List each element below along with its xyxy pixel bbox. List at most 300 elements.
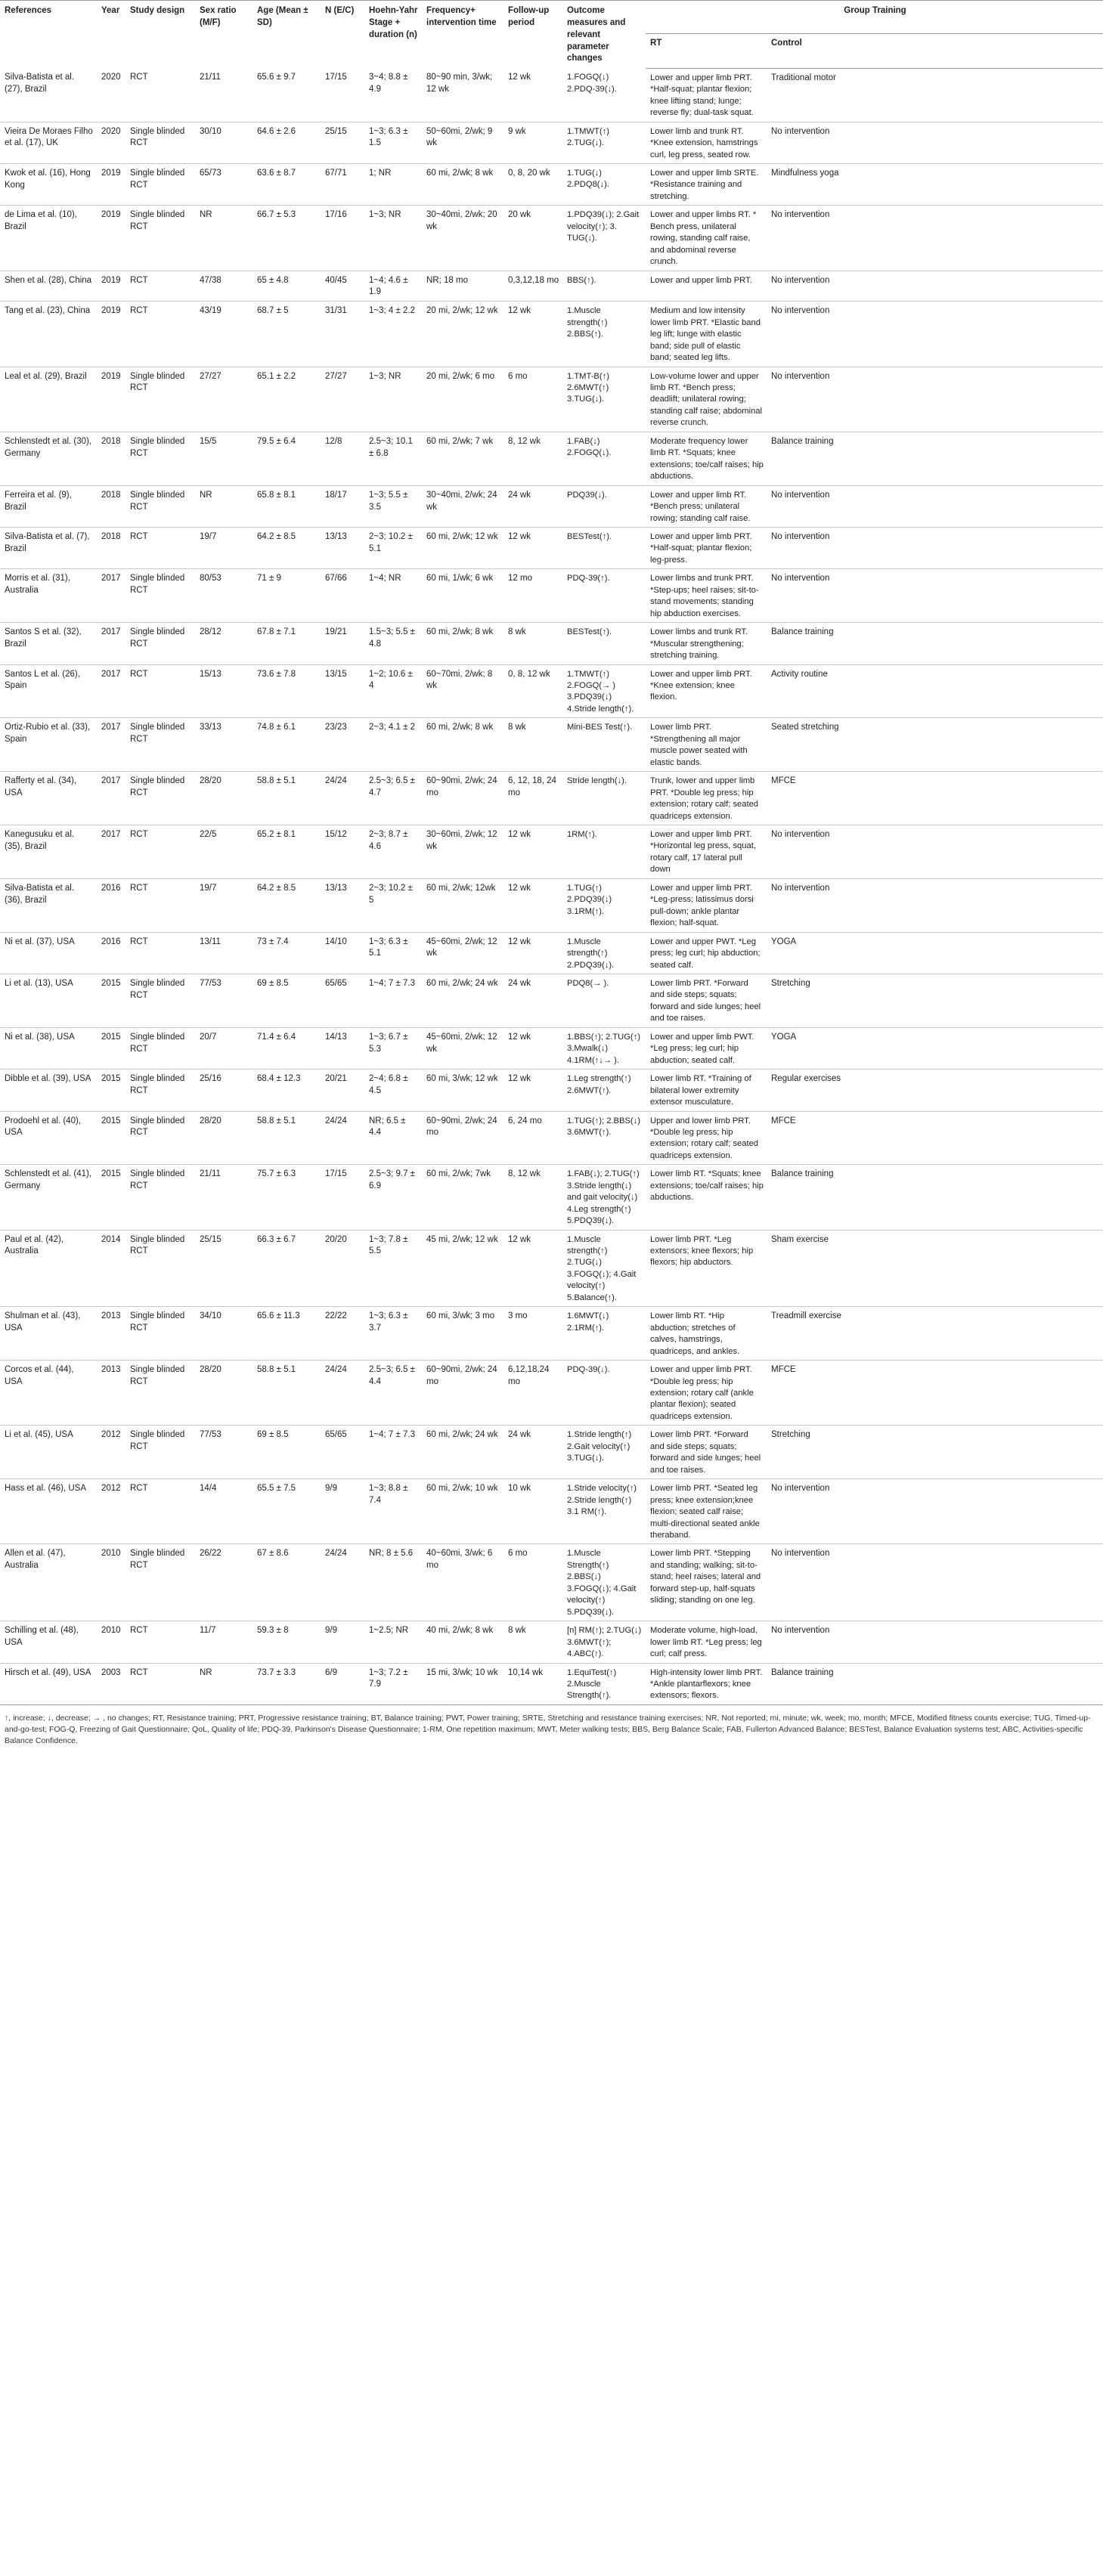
cell-outcome-measures (562, 1544, 646, 1621)
cell-frequency: 20 mi, 2/wk; 12 wk (422, 302, 503, 367)
cell-hoehn-yahr: 1~2.5; NR (364, 1621, 422, 1663)
cell-frequency: 60~90mi, 2/wk; 24 mo (422, 772, 503, 825)
cell-control: No intervention (767, 367, 1103, 432)
cell-age: 65.5 ± 7.5 (253, 1479, 321, 1544)
cell-study-design: RCT (125, 68, 195, 122)
cell-hoehn-yahr: 2~3; 10.2 ± 5.1 (364, 528, 422, 569)
cell-year: 2019 (97, 302, 125, 367)
cell-n: 17/16 (321, 206, 364, 271)
cell-sex-ratio: 77/53 (195, 1426, 253, 1479)
cell-sex-ratio: 25/16 (195, 1070, 253, 1111)
cell-frequency: 60 mi, 2/wk; 8 wk (422, 718, 503, 772)
cell-age: 65.1 ± 2.2 (253, 367, 321, 432)
table-row (0, 772, 1103, 825)
cell-sex-ratio: 21/11 (195, 1165, 253, 1230)
cell-reference: Shulman et al. (43), USA (0, 1307, 97, 1361)
cell-outcome-measures (562, 569, 646, 623)
cell-reference: Li et al. (13), USA (0, 974, 97, 1027)
outcome-line: BBS(↑). (567, 275, 596, 285)
cell-n: 6/9 (321, 1663, 364, 1704)
cell-control: MFCE (767, 772, 1103, 825)
cell-follow-up: 6 mo (503, 1544, 562, 1621)
outcome-line: 2.FOGQ(→ ) (567, 681, 616, 690)
cell-n: 25/15 (321, 122, 364, 163)
cell-frequency: 50~60mi, 2/wk; 9 wk (422, 122, 503, 163)
outcome-line: 1.Muscle strength(↑) (567, 1234, 608, 1256)
outcome-line: 3.6MWT(↑); 4.ABC(↑). (567, 1637, 612, 1659)
cell-study-design: RCT (125, 932, 195, 974)
cell-hoehn-yahr: 2~3; 10.2 ± 5 (364, 878, 422, 932)
cell-age: 71 ± 9 (253, 569, 321, 623)
cell-follow-up: 0, 8, 20 wk (503, 163, 562, 205)
cell-rt: Lower and upper limb PRT. *Half-squat; plantar flexion; knee lifting stand; lunge; reverse fly; dual-task squat. (646, 68, 767, 122)
cell-follow-up: 10,14 wk (503, 1663, 562, 1704)
cell-study-design: RCT (125, 664, 195, 718)
table-row (0, 122, 1103, 163)
cell-frequency: 60 mi, 1/wk; 6 wk (422, 569, 503, 623)
cell-reference: de Lima et al. (10), Brazil (0, 206, 97, 271)
table-row (0, 68, 1103, 122)
cell-frequency: 45~60mi, 2/wk; 12 wk (422, 932, 503, 974)
cell-age: 73.6 ± 7.8 (253, 664, 321, 718)
cell-rt: Lower and upper limb RT. *Bench press; unilateral rowing; standing calf raise. (646, 485, 767, 527)
cell-age: 64.6 ± 2.6 (253, 122, 321, 163)
outcome-line: 1.FOGQ(↓) (567, 73, 609, 82)
cell-hoehn-yahr: NR; 6.5 ± 4.4 (364, 1111, 422, 1165)
cell-reference: Paul et al. (42), Australia (0, 1230, 97, 1307)
cell-hoehn-yahr: 1~3; 7.8 ± 5.5 (364, 1230, 422, 1307)
cell-sex-ratio: 65/73 (195, 163, 253, 205)
table-row (0, 1663, 1103, 1704)
table-body (0, 68, 1103, 1704)
outcome-line: 5.PDQ39(↓). (567, 1607, 615, 1617)
cell-rt: Lower and upper limb PRT. *Knee extension; knee flexion. (646, 664, 767, 718)
cell-control: Stretching (767, 974, 1103, 1027)
cell-control: Seated stretching (767, 718, 1103, 772)
outcome-line: 1.TMWT(↑) (567, 669, 609, 679)
cell-year: 2012 (97, 1479, 125, 1544)
cell-control: Regular exercises (767, 1070, 1103, 1111)
cell-rt: Lower limb PRT. *Forward and side steps; squats; forward and side lunges; heel and toe raises. (646, 974, 767, 1027)
outcome-line: 1.TUG(↓) (567, 168, 602, 178)
outcome-line: 3.1 RM(↑). (567, 1507, 607, 1517)
cell-hoehn-yahr: 2.5~3; 9.7 ± 6.9 (364, 1165, 422, 1230)
cell-n: 27/27 (321, 367, 364, 432)
cell-outcome-measures (562, 1663, 646, 1704)
header-outcome-measures: Outcome measures and relevant parameter changes (562, 1, 646, 69)
cell-reference: Kanegusuku et al. (35), Brazil (0, 825, 97, 878)
cell-frequency: 40~60mi, 3/wk; 6 mo (422, 1544, 503, 1621)
cell-hoehn-yahr: 1~3; 6.7 ± 5.3 (364, 1027, 422, 1069)
cell-control: Balance training (767, 1663, 1103, 1704)
cell-follow-up: 12 wk (503, 1027, 562, 1069)
cell-reference: Ortiz-Rubio et al. (33), Spain (0, 718, 97, 772)
cell-frequency: NR; 18 mo (422, 271, 503, 302)
cell-frequency: 60 mi, 2/wk; 24 wk (422, 1426, 503, 1479)
cell-follow-up: 9 wk (503, 122, 562, 163)
cell-year: 2019 (97, 367, 125, 432)
outcome-line: 1.Stride length(↑) (567, 1430, 632, 1440)
cell-n: 23/23 (321, 718, 364, 772)
cell-n: 12/8 (321, 432, 364, 485)
outcome-line: Stride length(↓). (567, 776, 627, 786)
header-rt: RT (646, 34, 767, 69)
cell-rt: High-intensity lower limb PRT. *Ankle plantarflexors; knee extensors; flexors. (646, 1663, 767, 1704)
cell-rt: Lower limb PRT. *Leg extensors; knee flexors; hip flexors; hip abductors. (646, 1230, 767, 1307)
outcome-line: 5.PDQ39(↓). (567, 1216, 615, 1226)
cell-follow-up: 0,3,12,18 mo (503, 271, 562, 302)
cell-rt: Lower and upper PWT. *Leg press; leg curl; hip abduction; seated calf. (646, 932, 767, 974)
cell-outcome-measures (562, 1621, 646, 1663)
cell-follow-up: 12 wk (503, 68, 562, 122)
outcome-line: 2.BBS(↓) (567, 1572, 601, 1582)
cell-year: 2017 (97, 772, 125, 825)
outcome-line: 4.Leg strength(↑) (567, 1204, 631, 1214)
cell-reference: Hirsch et al. (49), USA (0, 1663, 97, 1704)
cell-year: 2017 (97, 664, 125, 718)
cell-outcome-measures (562, 1070, 646, 1111)
cell-study-design: RCT (125, 1479, 195, 1544)
cell-rt: Lower limb and trunk RT. *Knee extension, hamstrings curl, leg press, seated row. (646, 122, 767, 163)
cell-follow-up: 12 wk (503, 878, 562, 932)
header-year: Year (97, 1, 125, 69)
cell-follow-up: 6, 12, 18, 24 mo (503, 772, 562, 825)
cell-age: 65.6 ± 11.3 (253, 1307, 321, 1361)
cell-year: 2020 (97, 122, 125, 163)
cell-frequency: 60 mi, 2/wk; 10 wk (422, 1479, 503, 1544)
cell-outcome-measures (562, 1165, 646, 1230)
cell-follow-up: 24 wk (503, 485, 562, 527)
cell-rt: Lower and upper limb PRT. *Double leg press; hip extension; rotary calf (ankle plantar flexion); seated quadriceps extension. (646, 1361, 767, 1426)
cell-hoehn-yahr: 1.5~3; 5.5 ± 4.8 (364, 623, 422, 664)
outcome-line: 1.BBS(↑); 2.TUG(↑) (567, 1032, 640, 1042)
cell-frequency: 60 mi, 2/wk; 7wk (422, 1165, 503, 1230)
outcome-line: 3.PDQ39(↓) (567, 692, 612, 702)
cell-hoehn-yahr: 1~2; 10.6 ± 4 (364, 664, 422, 718)
cell-outcome-measures (562, 772, 646, 825)
cell-n: 15/12 (321, 825, 364, 878)
cell-hoehn-yahr: 1~3; 7.2 ± 7.9 (364, 1663, 422, 1704)
outcome-line: 1.FAB(↓) (567, 436, 600, 446)
cell-rt: Lower limbs and trunk RT. *Muscular strengthening; stretching training. (646, 623, 767, 664)
header-age: Age (Mean ± SD) (253, 1, 321, 69)
cell-follow-up: 3 mo (503, 1307, 562, 1361)
cell-sex-ratio: 15/5 (195, 432, 253, 485)
cell-age: 58.8 ± 5.1 (253, 1361, 321, 1426)
cell-study-design: Single blinded RCT (125, 432, 195, 485)
cell-control: YOGA (767, 932, 1103, 974)
cell-control: No intervention (767, 1479, 1103, 1544)
cell-follow-up: 12 wk (503, 825, 562, 878)
table-row (0, 1621, 1103, 1663)
cell-frequency: 20 mi, 2/wk; 6 mo (422, 367, 503, 432)
cell-control: No intervention (767, 271, 1103, 302)
cell-frequency: 45~60mi, 2/wk; 12 wk (422, 1027, 503, 1069)
table-row (0, 302, 1103, 367)
header-sex-ratio: Sex ratio (M/F) (195, 1, 253, 69)
table-row (0, 1426, 1103, 1479)
cell-rt: Lower and upper limb PRT. (646, 271, 767, 302)
cell-year: 2015 (97, 974, 125, 1027)
cell-year: 2018 (97, 528, 125, 569)
cell-study-design: Single blinded RCT (125, 718, 195, 772)
cell-sex-ratio: 20/7 (195, 1027, 253, 1069)
cell-study-design: Single blinded RCT (125, 367, 195, 432)
outcome-line: [n] RM(↑); 2.TUG(↓) (567, 1626, 642, 1636)
outcome-line: 1.Muscle Strength(↑) (567, 1549, 609, 1570)
cell-age: 65.6 ± 9.7 (253, 68, 321, 122)
outcome-line: 3.Mwalk(↓) (567, 1044, 609, 1054)
cell-study-design: Single blinded RCT (125, 1230, 195, 1307)
cell-year: 2015 (97, 1165, 125, 1230)
table-header (0, 1, 1103, 69)
table-row (0, 932, 1103, 974)
header-study-design: Study design (125, 1, 195, 69)
cell-reference: Silva-Batista et al. (36), Brazil (0, 878, 97, 932)
cell-frequency: 15 mi, 3/wk; 10 wk (422, 1663, 503, 1704)
outcome-line: 2.Gait velocity(↑) (567, 1441, 631, 1451)
outcome-line: 1.TUG(↑); 2.BBS(↓) (567, 1116, 640, 1125)
cell-age: 69 ± 8.5 (253, 1426, 321, 1479)
cell-hoehn-yahr: 1~3; 6.3 ± 1.5 (364, 122, 422, 163)
cell-follow-up: 8 wk (503, 623, 562, 664)
cell-study-design: Single blinded RCT (125, 1027, 195, 1069)
outcome-line: 2.PDQ39(↓) (567, 895, 612, 905)
header-frequency: Frequency+ intervention time (422, 1, 503, 69)
outcome-line: 4.Stride length(↑). (567, 704, 634, 714)
cell-sex-ratio: 80/53 (195, 569, 253, 623)
cell-reference: Dibble et al. (39), USA (0, 1070, 97, 1111)
cell-control: Balance training (767, 432, 1103, 485)
cell-rt: Lower limb PRT. *Stepping and standing; walking; sit-to-stand; heel raises; lateral and forward step-up, half-squats sliding; standing on one leg. (646, 1544, 767, 1621)
outcome-line: 1.Leg strength(↑) (567, 1074, 631, 1084)
cell-outcome-measures (562, 1361, 646, 1426)
cell-frequency: 60 mi, 2/wk; 8 wk (422, 163, 503, 205)
cell-control: MFCE (767, 1361, 1103, 1426)
cell-frequency: 60~90mi, 2/wk; 24 mo (422, 1111, 503, 1165)
cell-outcome-measures (562, 1307, 646, 1361)
outcome-line: 2.PDQ-39(↓). (567, 84, 617, 94)
cell-n: 24/24 (321, 1361, 364, 1426)
cell-rt: Lower and upper limb PRT. *Half-squat; plantar flexion; leg-press. (646, 528, 767, 569)
cell-reference: Hass et al. (46), USA (0, 1479, 97, 1544)
table-row (0, 528, 1103, 569)
cell-age: 75.7 ± 6.3 (253, 1165, 321, 1230)
cell-hoehn-yahr: 2.5~3; 6.5 ± 4.7 (364, 772, 422, 825)
cell-n: 14/13 (321, 1027, 364, 1069)
cell-study-design: Single blinded RCT (125, 1165, 195, 1230)
cell-reference: Silva-Batista et al. (7), Brazil (0, 528, 97, 569)
outcome-line: 1.Muscle strength(↑) (567, 306, 608, 327)
cell-study-design: Single blinded RCT (125, 163, 195, 205)
cell-frequency: 30~40mi, 2/wk; 20 wk (422, 206, 503, 271)
cell-sex-ratio: 14/4 (195, 1479, 253, 1544)
cell-age: 58.8 ± 5.1 (253, 772, 321, 825)
cell-age: 68.7 ± 5 (253, 302, 321, 367)
cell-hoehn-yahr: 1~3; 5.5 ± 3.5 (364, 485, 422, 527)
cell-reference: Schilling et al. (48), USA (0, 1621, 97, 1663)
outcome-line: 2.PDQ39(↓). (567, 960, 615, 970)
cell-follow-up: 12 mo (503, 569, 562, 623)
cell-frequency: 60~70mi, 2/wk; 8 wk (422, 664, 503, 718)
cell-sex-ratio: 33/13 (195, 718, 253, 772)
cell-n: 17/15 (321, 1165, 364, 1230)
cell-sex-ratio: 47/38 (195, 271, 253, 302)
cell-control: Treadmill exercise (767, 1307, 1103, 1361)
cell-age: 73 ± 7.4 (253, 932, 321, 974)
outcome-line: PDQ8(→ ). (567, 978, 609, 988)
cell-outcome-measures (562, 1027, 646, 1069)
outcome-line: 3.FOGQ(↓); 4.Gait velocity(↑) (567, 1269, 637, 1291)
table-row (0, 485, 1103, 527)
cell-age: 67 ± 8.6 (253, 1544, 321, 1621)
cell-reference: Vieira De Moraes Filho et al. (17), UK (0, 122, 97, 163)
cell-n: 19/21 (321, 623, 364, 664)
header-references: References (0, 1, 97, 69)
table-row (0, 623, 1103, 664)
cell-hoehn-yahr: 1~3; 6.3 ± 3.7 (364, 1307, 422, 1361)
cell-age: 66.3 ± 6.7 (253, 1230, 321, 1307)
cell-year: 2016 (97, 878, 125, 932)
cell-control: Mindfulness yoga (767, 163, 1103, 205)
cell-outcome-measures (562, 1479, 646, 1544)
cell-control: MFCE (767, 1111, 1103, 1165)
cell-age: 65.8 ± 8.1 (253, 485, 321, 527)
cell-follow-up: 24 wk (503, 1426, 562, 1479)
outcome-line: Mini-BES Test(↑). (567, 723, 633, 732)
cell-control: Activity routine (767, 664, 1103, 718)
cell-study-design: RCT (125, 878, 195, 932)
cell-year: 2013 (97, 1307, 125, 1361)
cell-year: 2012 (97, 1426, 125, 1479)
cell-hoehn-yahr: 1~3; 6.3 ± 5.1 (364, 932, 422, 974)
cell-n: 20/21 (321, 1070, 364, 1111)
cell-n: 24/24 (321, 772, 364, 825)
cell-study-design: Single blinded RCT (125, 1361, 195, 1426)
cell-follow-up: 8 wk (503, 1621, 562, 1663)
cell-rt: Lower limb PRT. *Seated leg press; knee extension;knee flexion; seated calf raise; multi-directional seated ankle theraband. (646, 1479, 767, 1544)
cell-study-design: Single blinded RCT (125, 1544, 195, 1621)
table-row (0, 1070, 1103, 1111)
cell-control: Balance training (767, 1165, 1103, 1230)
cell-outcome-measures (562, 302, 646, 367)
cell-control: Sham exercise (767, 1230, 1103, 1307)
table-row (0, 206, 1103, 271)
cell-frequency: 60 mi, 2/wk; 8 wk (422, 623, 503, 664)
table-row (0, 974, 1103, 1027)
cell-follow-up: 24 wk (503, 974, 562, 1027)
cell-outcome-measures (562, 432, 646, 485)
cell-study-design: RCT (125, 1621, 195, 1663)
header-follow-up: Follow-up period (503, 1, 562, 69)
cell-follow-up: 12 wk (503, 528, 562, 569)
outcome-line: 3.FOGQ(↓); 4.Gait velocity(↑) (567, 1584, 637, 1605)
cell-frequency: 40 mi, 2/wk; 8 wk (422, 1621, 503, 1663)
outcome-line: 1.TUG(↑) (567, 883, 602, 893)
cell-reference: Tang et al. (23), China (0, 302, 97, 367)
cell-reference: Silva-Batista et al. (27), Brazil (0, 68, 97, 122)
cell-n: 9/9 (321, 1479, 364, 1544)
cell-follow-up: 12 wk (503, 932, 562, 974)
cell-study-design: Single blinded RCT (125, 1111, 195, 1165)
cell-sex-ratio: 30/10 (195, 122, 253, 163)
cell-n: 18/17 (321, 485, 364, 527)
cell-year: 2019 (97, 206, 125, 271)
cell-rt: Upper and lower limb PRT. *Double leg press; hip extension; rotary calf; seated quadriceps extension. (646, 1111, 767, 1165)
outcome-line: 3.6MWT(↑). (567, 1127, 612, 1137)
cell-rt: Lower limb PRT. *Forward and side steps; squats; forward and side lunges; heel and toe raises. (646, 1426, 767, 1479)
cell-n: 13/13 (321, 878, 364, 932)
cell-year: 2017 (97, 718, 125, 772)
cell-outcome-measures (562, 1426, 646, 1479)
cell-frequency: 60 mi, 2/wk; 12 wk (422, 528, 503, 569)
cell-frequency: 80~90 min, 3/wk; 12 wk (422, 68, 503, 122)
table-row (0, 1479, 1103, 1544)
cell-n: 14/10 (321, 932, 364, 974)
cell-rt: Moderate frequency lower limb RT. *Squats; knee extensions; toe/calf raises; hip abductions. (646, 432, 767, 485)
cell-hoehn-yahr: 1~4; NR (364, 569, 422, 623)
cell-sex-ratio: 11/7 (195, 1621, 253, 1663)
cell-follow-up: 10 wk (503, 1479, 562, 1544)
cell-hoehn-yahr: 1~4; 7 ± 7.3 (364, 974, 422, 1027)
cell-outcome-measures (562, 68, 646, 122)
cell-control: No intervention (767, 825, 1103, 878)
cell-age: 67.8 ± 7.1 (253, 623, 321, 664)
cell-study-design: Single blinded RCT (125, 1070, 195, 1111)
cell-sex-ratio: 25/15 (195, 1230, 253, 1307)
table-row (0, 1544, 1103, 1621)
cell-n: 9/9 (321, 1621, 364, 1663)
cell-reference: Allen et al. (47), Australia (0, 1544, 97, 1621)
table-row (0, 1165, 1103, 1230)
cell-year: 2018 (97, 485, 125, 527)
table-row (0, 718, 1103, 772)
cell-hoehn-yahr: 2~4; 6.8 ± 4.5 (364, 1070, 422, 1111)
cell-sex-ratio: 19/7 (195, 878, 253, 932)
cell-rt: Lower and upper limb PRT. *Leg-press; latissimus dorsi pull-down; ankle plantar flexion; half-squat. (646, 878, 767, 932)
outcome-line: 4.1RM(↑↓→ ). (567, 1055, 619, 1065)
cell-age: 69 ± 8.5 (253, 974, 321, 1027)
table-row (0, 1361, 1103, 1426)
cell-rt: Lower limb RT. *Hip abduction; stretches of calves, hamstrings, quadriceps, and ankles. (646, 1307, 767, 1361)
outcome-line: PDQ-39(↓). (567, 1365, 610, 1375)
cell-study-design: Single blinded RCT (125, 485, 195, 527)
cell-hoehn-yahr: 3~4; 8.8 ± 4.9 (364, 68, 422, 122)
cell-control: Balance training (767, 623, 1103, 664)
cell-n: 13/15 (321, 664, 364, 718)
cell-hoehn-yahr: 1; NR (364, 163, 422, 205)
cell-hoehn-yahr: 2~3; 8.7 ± 4.6 (364, 825, 422, 878)
cell-year: 2017 (97, 825, 125, 878)
cell-reference: Shen et al. (28), China (0, 271, 97, 302)
cell-n: 31/31 (321, 302, 364, 367)
outcome-line: 1RM(↑). (567, 829, 597, 839)
cell-control: YOGA (767, 1027, 1103, 1069)
cell-n: 65/65 (321, 974, 364, 1027)
cell-rt: Moderate volume, high-load, lower limb RT. *Leg press; leg curl; calf press. (646, 1621, 767, 1663)
cell-control: No intervention (767, 528, 1103, 569)
cell-rt: Trunk, lower and upper limb PRT. *Double leg press; hip extension; rotary calf; seated quadriceps extension. (646, 772, 767, 825)
cell-sex-ratio: 26/22 (195, 1544, 253, 1621)
outcome-line: PDQ39(↓). (567, 490, 607, 500)
cell-hoehn-yahr: 1~4; 4.6 ± 1.9 (364, 271, 422, 302)
cell-sex-ratio: NR (195, 1663, 253, 1704)
cell-year: 2015 (97, 1070, 125, 1111)
cell-hoehn-yahr: 2.5~3; 6.5 ± 4.4 (364, 1361, 422, 1426)
cell-outcome-measures (562, 974, 646, 1027)
cell-sex-ratio: 15/13 (195, 664, 253, 718)
cell-outcome-measures (562, 1111, 646, 1165)
